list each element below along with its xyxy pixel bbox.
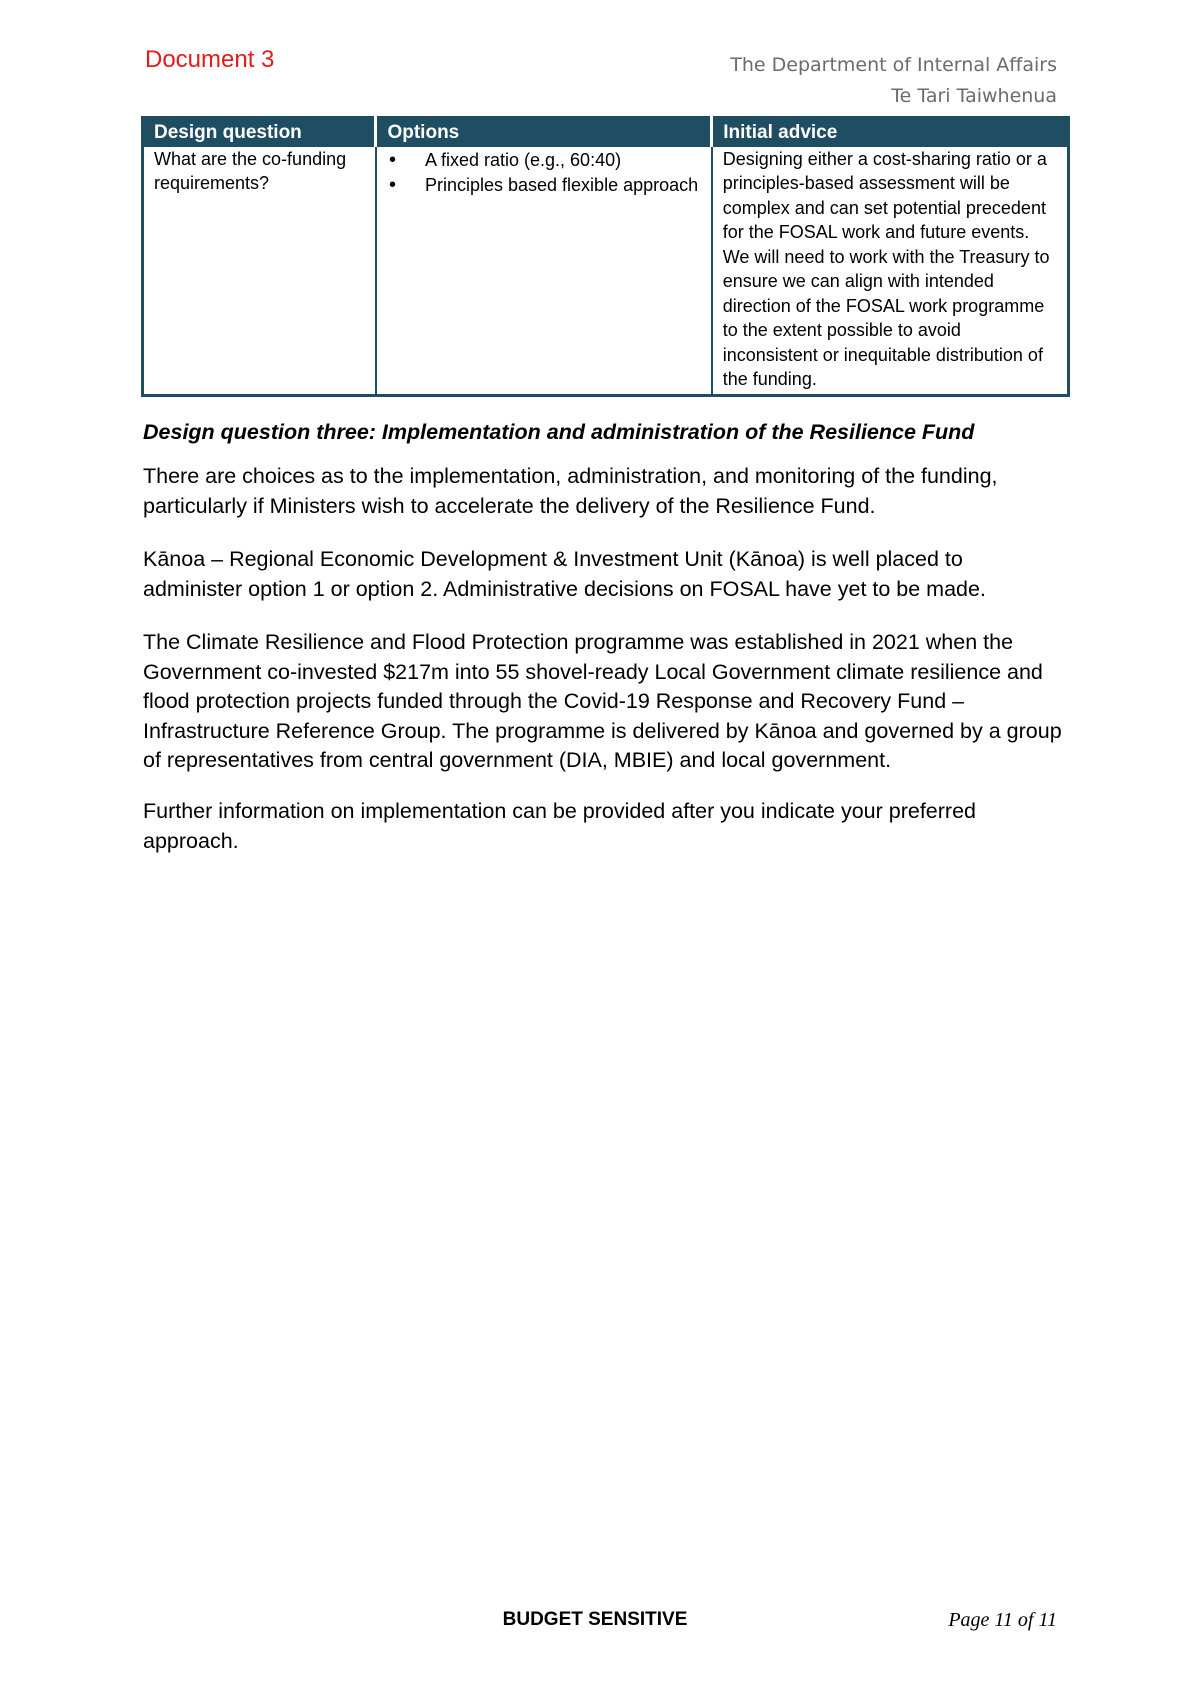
paragraph: Further information on implementation can be provided after you indicate your preferred approach. (143, 799, 976, 853)
list-item: • A fixed ratio (e.g., 60:40) (387, 148, 701, 173)
page-header (730, 50, 1057, 112)
org-maori-name: Te Tari Taiwhenua (891, 85, 1057, 107)
list-item: • Principles based flexible approach (387, 173, 701, 198)
design-question-table (141, 116, 1070, 397)
table-header-options: Options (376, 118, 712, 147)
document-label: Document 3 (145, 46, 275, 73)
section-heading: Design question three: Implementation and administration of the Resilience Fund (143, 420, 975, 444)
table-header-row (143, 118, 1069, 147)
paragraph: There are choices as to the implementation, administration, and monitoring of the funding, particularly if Ministers wish to accelerate the delivery of the Resilience Fund. (143, 464, 998, 518)
paragraph: Kānoa – Regional Economic Development & Investment Unit (Kānoa) is well placed to administer option 1 or option 2. Administrative decisions on FOSAL have yet to be made. (143, 547, 986, 601)
options-list (387, 148, 701, 198)
table-header-initial-advice: Initial advice (712, 118, 1069, 147)
advice-cell: Designing either a cost-sharing ratio or a principles-based assessment will be complex and can set potential precedent for the FOSAL work and future events. We will need to work with the Treasury to ensure we can align with intended direction of the FOSAL work programme to the extent possible to avoid inconsistent or inequitable distribution of the funding. (712, 147, 1069, 396)
paragraph: The Climate Resilience and Flood Protection programme was established in 2021 when the Government co-invested $217m into 55 shovel-ready Local Government climate resilience and flood protection projects funded through the Covid-19 Response and Recovery Fund – Infrastructure Reference Group. The programme is delivered by Kānoa and governed by a group of representatives from central government (DIA, MBIE) and local government. (143, 630, 1062, 772)
options-cell (376, 147, 712, 396)
table-row (143, 147, 1069, 396)
page-number: Page 11 of 11 (948, 1609, 1057, 1631)
classification-label: BUDGET SENSITIVE (502, 1609, 688, 1630)
table-header-design-question: Design question (143, 118, 376, 147)
question-cell: What are the co-funding requirements? (154, 148, 347, 193)
org-name: The Department of Internal Affairs (730, 54, 1057, 76)
